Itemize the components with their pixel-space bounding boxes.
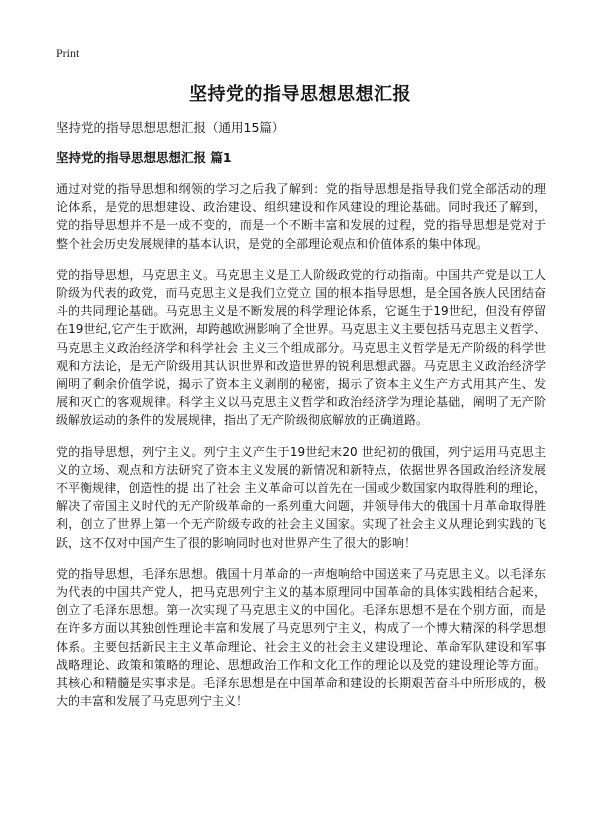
paragraph-1: 通过对党的指导思想和纲领的学习之后我了解到：党的指导思想是指导我们党全部活动的理论体系，是党的思想建设、政治建设、组织建设和作风建设的理论基础。同时我还了解到，党的指导思想并不是一成不变的，而是一个不断丰富和发展的过程，党的指导思想是党对于整个社会历史发展规律的基本认识，是党的全部理论观点和价值体系的集中体现。 <box>56 182 546 251</box>
print-link[interactable]: Print <box>56 46 80 60</box>
paragraph-2: 党的指导思想，马克思主义。马克思主义是工人阶级政党的行动指南。中国共产党是以工人阶级为代表的政党，而马克思主义是我们立党立 国的根本指导思想，是全国各族人民团结奋斗的共同理论基础。马克思主义是不断发展的科学理论体系，它诞生于19世纪，但没有停留在19世纪,它产生于欧洲，却跨越欧洲影响了全世界。马克思主义主要包括马克思主义哲学、马克思主义政治经济学和科学社会 主义三个组成部分。马克思主义哲学是无产阶级的科学世观和方法论，是无产阶级用其认识世界和改造世界的锐利思想武器。马克思主义政治经济学阐明了剩余价值学说，揭示了资本主义剥削的秘密，揭示了资本主义生产方式用其产生、发展和灭亡的客观规律。科学主义以马克思主义哲学和政治经济学为理论基础，阐明了无产阶级解放运动的条件的发展规律，指出了无产阶级彻底解放的正确道路。 <box>56 267 546 428</box>
document-subtitle: 坚持党的指导思想思想汇报（通用15篇） <box>56 120 285 135</box>
section-heading: 坚持党的指导思想思想汇报 篇1 <box>56 150 232 165</box>
document-title: 坚持党的指导思想思想汇报 <box>189 84 411 105</box>
paragraph-4: 党的指导思想，毛泽东思想。俄国十月革命的一声炮响给中国送来了马克思主义。以毛泽东为代表的中国共产党人，把马克思列宁主义的基本原理同中国革命的具体实践相结合起来，创立了毛泽东思想。第一次实现了马克思主义的中国化。毛泽东思想不是在个别方面，而是在许多方面以其独创性理论丰富和发展了马克思列宁主义，构成了一个博大精深的科学思想体系。主要包括新民主主义革命理论、社会主义的社会主义建设理论、革命军队建设和军事战略理论、政策和策略的理论、思想政治工作和文化工作的理论以及党的建设理论等方面。其核心和精髓是实事求是。毛泽东思想是在中国革命和建设的长期艰苦奋斗中所形成的，极大的丰富和发展了马克思列宁主义！ <box>56 566 546 709</box>
body-text <box>56 180 546 723</box>
paragraph-3: 党的指导思想，列宁主义。列宁主义产生于19世纪末20 世纪初的俄国，列宁运用马克思主义的立场、观点和方法研究了资本主义发展的新情况和新特点，依据世界各国政治经济发展不平衡规律，创造性的提 出了社会 主义革命可以首先在一国或少数国家内取得胜利的理论，解决了帝国主义时代的无产阶级革命的一系列重大问题，并领导伟大的俄国十月革命取得胜利，创立了世界上第一个无产阶级专政的社会主义国家。实现了社会主义从理论到实践的飞跃，这不仅对中国产生了很的影响同时也对世界产生了很大的影响！ <box>56 444 546 550</box>
